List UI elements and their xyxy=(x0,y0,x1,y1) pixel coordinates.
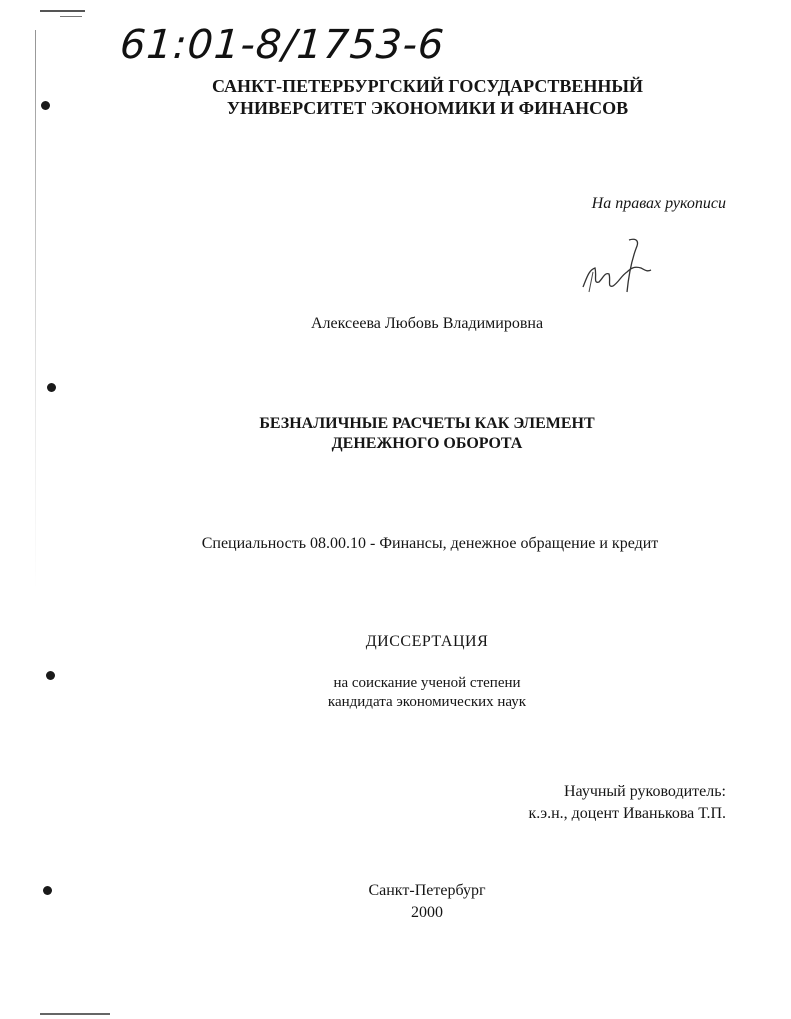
punch-hole-1 xyxy=(41,101,50,110)
punch-hole-4 xyxy=(43,886,52,895)
supervisor-label: Научный руководитель: xyxy=(563,783,726,800)
city: Санкт-Петербург xyxy=(368,882,486,899)
scientific-supervisor xyxy=(430,781,726,825)
thesis-title-line-1: БЕЗНАЛИЧНЫЕ РАСЧЕТЫ КАК ЭЛЕМЕНТ xyxy=(259,415,595,432)
degree-sought xyxy=(230,674,624,712)
document-type: ДИССЕРТАЦИЯ xyxy=(365,633,489,650)
scan-artifact-bottom xyxy=(40,1013,110,1015)
university-name-line-1: САНКТ-ПЕТЕРБУРГСКИЙ ГОСУДАРСТВЕННЫЙ xyxy=(211,76,644,96)
manuscript-rights-note: На правах рукописи xyxy=(591,195,726,212)
university-name-line-2: УНИВЕРСИТЕТ ЭКОНОМИКИ И ФИНАНСОВ xyxy=(226,98,629,118)
scan-artifact-top xyxy=(40,10,85,12)
thesis-title xyxy=(200,414,654,454)
city-and-year xyxy=(300,880,554,924)
thesis-title-line-2: ДЕНЕЖНОГО ОБОРОТА xyxy=(331,435,523,452)
scan-artifact-top-short xyxy=(60,16,82,17)
punch-hole-2 xyxy=(47,383,56,392)
handwritten-signature xyxy=(575,232,665,302)
supervisor-name: к.э.н., доцент Иванькова Т.П. xyxy=(528,805,726,822)
specialty-code: Специальность 08.00.10 - Финансы, денежное обращение и кредит xyxy=(201,535,659,552)
author-name: Алексеева Любовь Владимировна xyxy=(310,315,544,332)
year: 2000 xyxy=(411,904,443,921)
degree-line-1: на соискание ученой степени xyxy=(333,675,521,691)
degree-line-2: кандидата экономических наук xyxy=(327,694,527,710)
archive-code-handwritten: 61:01-8/1753-6 xyxy=(118,22,447,68)
university-name xyxy=(150,75,705,119)
scan-artifact-left-edge xyxy=(35,30,36,590)
punch-hole-3 xyxy=(46,671,55,680)
